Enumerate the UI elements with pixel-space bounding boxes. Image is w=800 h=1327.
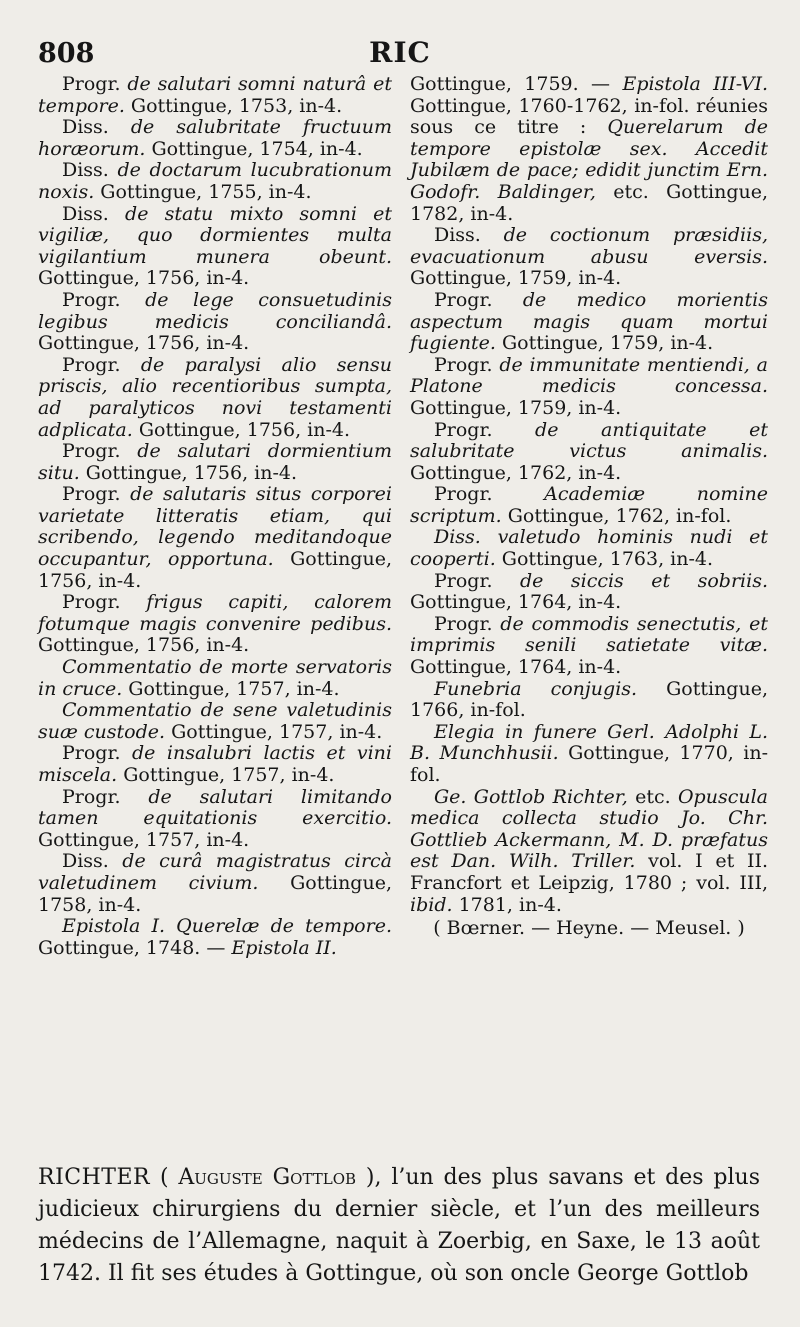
entry-text: Gottingue, 1760-1762, in-fol. réunies sous ce titre : xyxy=(410,94,768,139)
bibliography-entry xyxy=(410,527,768,570)
page-header xyxy=(38,30,762,70)
entry-text: Gottingue, 1762, in-4. xyxy=(410,461,622,484)
entry-title: de salutari dormientium situ. xyxy=(38,440,392,484)
entry-text: Gottingue, 1757, in-4. xyxy=(122,677,340,700)
bibliography-entry xyxy=(38,743,392,786)
entry-text: Diss. xyxy=(62,159,118,182)
entry-text: Gottingue, 1766, in-fol. xyxy=(410,677,768,722)
entry-text: Gottingue, 1757, in-4. xyxy=(165,720,383,743)
entry-title: de salubritate fructuum horæorum. xyxy=(38,116,392,160)
entry-title: de commodis senectutis, et imprimis senili satietate vitæ. xyxy=(410,612,768,657)
entry-text: Diss. xyxy=(62,202,126,225)
entry-text: Gottingue, 1762, in-fol. xyxy=(501,504,732,527)
entry-text: Gottingue, 1748. — xyxy=(38,936,232,959)
entry-title: Commentatio de sene valetudinis suæ custode. xyxy=(38,699,392,743)
entry-title: ibid. xyxy=(410,893,453,916)
entry-title: de salutari limitando tamen equitationis exercitio. xyxy=(38,785,392,830)
entry-title: de immunitate mentiendi, a Platone medicis concessa. xyxy=(410,353,768,398)
entry-text: Gottingue, 1756, in-4. xyxy=(38,548,392,592)
bibliography-entry xyxy=(38,117,392,160)
entry-text: Progr. xyxy=(434,483,545,506)
bibliography-entry xyxy=(410,571,768,614)
entry-text: Diss. xyxy=(62,850,123,873)
entry-title: Opuscula medica collecta studio Jo. Chr. Gottlieb Ackermann, M. D. præfatus est Dan. Wilh. Triller. xyxy=(410,785,768,873)
entry-text: Gottingue, 1758, in-4. xyxy=(38,871,392,916)
entry-title: de siccis et sobriis. xyxy=(519,569,768,592)
entry-title: de doctarum lucubrationum noxis. xyxy=(38,159,393,203)
entry-title: de statu mixto somni et vigiliæ, quo dormientes multa vigilantium munera obeunt. xyxy=(38,202,393,268)
bibliography-entry xyxy=(38,204,392,290)
entry-text: Progr. xyxy=(62,785,149,808)
entry-text: Progr. xyxy=(62,353,141,376)
entry-title: de lege consuetudinis legibus medicis conciliandâ. xyxy=(38,288,393,333)
bibliography-entry xyxy=(38,160,392,203)
left-column xyxy=(38,74,392,959)
entry-text: Gottingue, 1759, in-4. xyxy=(410,396,622,419)
bibliography-entry xyxy=(410,420,768,485)
bibliography-entry xyxy=(38,657,392,700)
entry-text: Progr. xyxy=(434,353,500,376)
bibliography-entry xyxy=(410,787,768,917)
entry-text: etc. xyxy=(627,785,678,808)
bibliography-entry xyxy=(38,484,392,592)
entry-text: 1781, in-4. xyxy=(452,893,562,916)
entry-text: Gottingue, 1756, in-4. xyxy=(38,332,250,355)
entry-title: Academiæ nomine scriptum. xyxy=(410,483,769,527)
entry-text: Gottingue, 1756, in-4. xyxy=(38,634,250,657)
entry-title: de antiquitate et salubritate victus animalis. xyxy=(410,418,768,463)
entry-text: etc. Gottingue, 1782, in-4. xyxy=(410,180,769,225)
entry-text: Gottingue, 1770, in-fol. xyxy=(410,742,768,786)
entry-title: Epistola II. xyxy=(231,936,337,959)
entry-text: Progr. xyxy=(62,73,128,95)
page-number: 808 xyxy=(38,38,95,69)
entry-text: Progr. xyxy=(434,569,520,592)
entry-title: Diss. valetudo hominis nudi et cooperti. xyxy=(410,526,768,571)
entry-text: Gottingue, 1764, in-4. xyxy=(410,591,622,614)
entry-text: Gottingue, 1754, in-4. xyxy=(145,137,363,160)
entry-title: Epistola I. Querelæ de tempore. xyxy=(62,915,392,938)
entry-text: Progr. xyxy=(62,591,147,614)
bio-text: , l’un des plus savans et des plus judicieux chirurgiens du dernier siècle, et l’un des meilleurs médecins de l’Allemagne, naquit à Zoerbig, en Saxe, le 13 août 1742. Il fit ses études à Gottingue, où son oncle George Gottlob xyxy=(38,1165,760,1286)
entry-title: de salutaris situs corporei varietate litteratis etiam, qui scribendo, legendo meditandoque occupantur, opportuna. xyxy=(38,483,392,571)
bibliography-entry xyxy=(38,290,392,355)
entry-text: Progr. xyxy=(434,612,501,635)
entry-title: Funebria conjugis. xyxy=(434,677,638,700)
entry-title: Ge. Gottlob Richter, xyxy=(434,785,628,808)
entry-text: Gottingue, 1756, in-4. xyxy=(132,418,351,441)
entry-title: Elegia in funere Gerl. Adolphi L. B. Munchhusii. xyxy=(410,720,768,765)
bibliography-entry xyxy=(410,679,768,722)
entry-text: Gottingue, 1753, in-4. xyxy=(124,94,343,117)
entry-text: Gottingue, 1757, in-4. xyxy=(117,764,335,786)
bibliography-entry xyxy=(38,355,392,441)
entry-title: Commentatio de morte servatoris in cruce. xyxy=(38,656,392,700)
biography-paragraph xyxy=(38,1162,760,1290)
bibliography-entry xyxy=(410,484,768,527)
bibliography-entry xyxy=(38,700,392,743)
entry-text: Progr. xyxy=(434,418,536,441)
entry-text: Progr. xyxy=(62,440,138,463)
bibliography-entry xyxy=(38,916,392,959)
bio-forenames: ( Auguste Gottlob ) xyxy=(159,1165,375,1190)
running-head: RIC xyxy=(369,36,431,69)
entry-title: de coctionum præsidiis, evacuationum abusu eversis. xyxy=(410,224,769,268)
entry-text: Gottingue, 1763, in-4. xyxy=(495,548,714,571)
entry-title: Querelarum de tempore epistolæ sex. Accedit Jubilæm de pace; edidit junctim Ern. Godofr. Baldinger, xyxy=(410,116,769,203)
entry-title: Epistola III-VI. xyxy=(622,73,768,95)
entry-text: Progr. xyxy=(62,742,133,765)
bibliography-entry xyxy=(410,614,768,679)
bibliography-entry xyxy=(410,290,768,355)
entry-text: Progr. xyxy=(62,288,146,311)
bibliography-entry xyxy=(38,441,392,484)
entry-text: Gottingue, 1759, in-4. xyxy=(495,332,714,355)
entry-title: de medico morientis aspectum magis quam mortui fugiente. xyxy=(410,288,769,355)
bibliography-entry xyxy=(38,74,392,117)
entry-text: Progr. xyxy=(62,483,131,506)
entry-text: Diss. xyxy=(434,224,504,247)
entry-text: Gottingue, 1756, in-4. xyxy=(38,267,250,290)
sources-credit: ( Bœrner. — Heyne. — Meusel. ) xyxy=(433,917,745,940)
entry-text: Diss. xyxy=(62,116,131,139)
entry-text: Gottingue, 1757, in-4. xyxy=(38,828,250,851)
entry-text: Gottingue, 1756, in-4. xyxy=(79,461,298,484)
bibliography-entry xyxy=(410,355,768,420)
entry-text: Gottingue, 1759. — xyxy=(410,73,623,95)
entry-title: de insalubri lactis et vini miscela. xyxy=(38,742,392,786)
entry-text: Progr. xyxy=(434,288,523,311)
right-column xyxy=(410,74,768,940)
entry-title: frigus capiti, calorem fotumque magis convenire pedibus. xyxy=(38,591,392,635)
bibliography-entry xyxy=(410,74,768,225)
entry-text: Gottingue, 1764, in-4. xyxy=(410,656,622,679)
bibliography-entry xyxy=(38,592,392,657)
entry-title: de paralysi alio sensu priscis, alio recentioribus sumpta, ad paralyticos novi testamenti adplicata. xyxy=(38,353,392,441)
bio-name: RICHTER xyxy=(38,1165,151,1190)
entry-title: de curâ magistratus circà valetudinem civium. xyxy=(38,850,393,894)
bibliography-entry xyxy=(38,787,392,852)
entry-title: de salutari somni naturâ et tempore. xyxy=(38,73,392,117)
bibliography-entry xyxy=(410,225,768,290)
bibliography-entry xyxy=(38,851,392,916)
entry-text: vol. I et II. Francfort et Leipzig, 1780 ; vol. III, xyxy=(410,850,768,894)
entry-text: Gottingue, 1755, in-4. xyxy=(94,180,312,203)
entry-text: Gottingue, 1759, in-4. xyxy=(410,267,622,290)
bibliography-entry xyxy=(410,722,768,787)
